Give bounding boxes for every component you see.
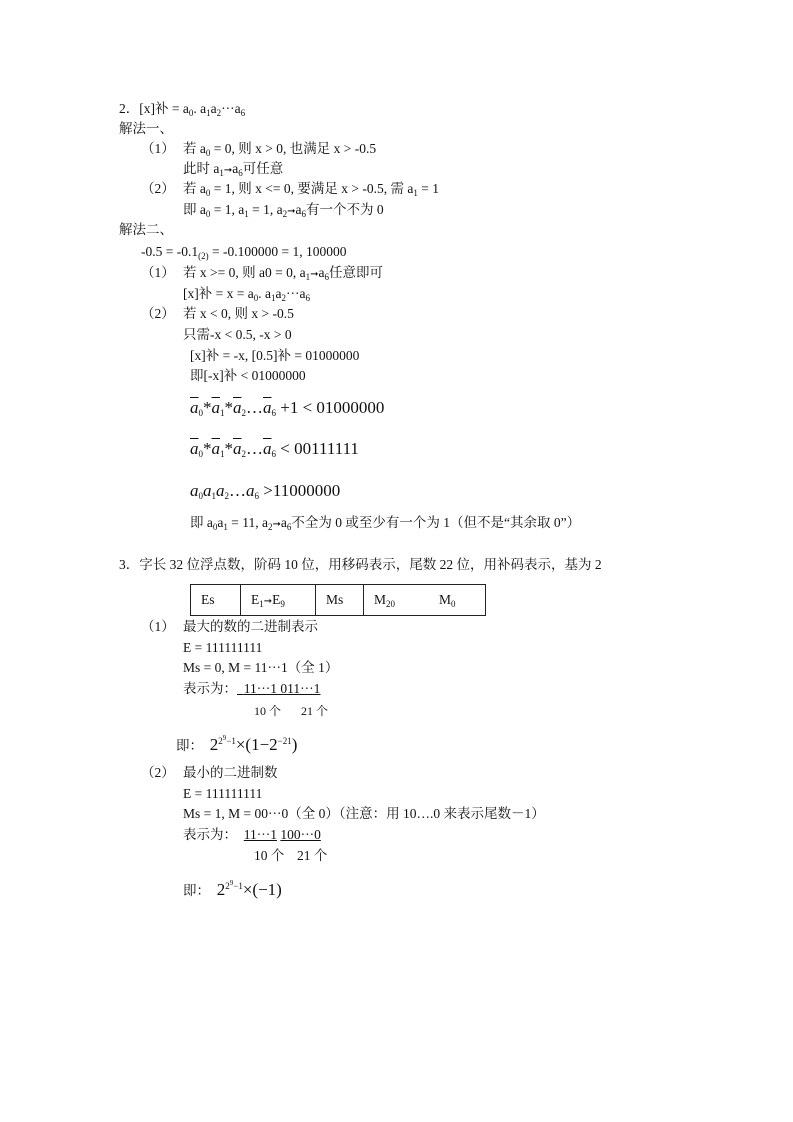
m2-case2-label: （2） — [141, 306, 175, 321]
format-ms-cell: Ms — [316, 585, 364, 616]
m1-case2-label: （2） — [141, 181, 175, 196]
s3-case1-e: E = 111111111 — [183, 640, 263, 655]
m2-case1-note: [x]补 = $x = a_0$. $a_1a_2\cdot\cdot\cdot a_6$ — [183, 286, 310, 303]
m2-formula-3: $a_0a_1a_2\dots a_6 >11000000$ — [190, 481, 341, 501]
m1-case1-text: 若 $a_0 = 0$, 则 x > 0, 也满足 x > -0.5 — [183, 141, 377, 158]
s3-case1-count-b: 21 个 — [301, 704, 329, 718]
m2-case1-text: 若 x >= 0, 则 a0 = 0, $a_1➞a_6$任意即可 — [183, 265, 383, 282]
s3-case1-repr: 表示为： 11···1 011···1 — [183, 681, 321, 696]
m1-case2-note: 即 $a_0 = 1$, $a_1 = 1$, $a_2➞a_6$有一个不为 0 — [183, 202, 384, 219]
section-3-heading: 3．字长 32 位浮点数，阶码 10 位，用移码表示，尾数 22 位，用补码表示，基为 2 — [119, 557, 602, 572]
s3-case2-repr: 表示为： 11···1 100···0 — [183, 827, 321, 842]
s3-case1-count-a: 10 个 — [254, 704, 282, 718]
s3-case2-count-a: 10 个 — [254, 848, 285, 863]
m2-case2-cond: 只需-x < 0.5, -x > 0 — [183, 327, 292, 342]
m1-case1-label: （1） — [141, 141, 175, 156]
s3-case2-e: E = 111111111 — [183, 786, 263, 801]
s3-case1-m: Ms = 0, M = 11···1（全 1） — [183, 660, 339, 675]
m2-equation: $-0.5 = -0.1_{(2)} = -0.100000 = 1$, 100000 — [141, 244, 347, 261]
m1-case2-text: 若 $a_0 = 1$, 则 x <= 0, 要满足 x > -0.5, 需 $a_1 = 1$ — [183, 181, 439, 198]
m2-formula-1: $\overline{a}_0*\overline{a}_1*\overline{a}_2\dots\overline{a}_6 +1 < 01000000$ — [190, 398, 385, 418]
method-1-label: 解法一、 — [119, 121, 173, 136]
s3-case2-count-b: 21 个 — [297, 848, 328, 863]
s3-case2-result: 即： $2^{2^9-1}\times(-1)$ — [183, 879, 282, 899]
s3-case2-m: Ms = 1, M = 00···0（全 0）（注意：用 10….0 来表示尾数－1） — [183, 806, 545, 821]
m2-case1-label: （1） — [141, 265, 175, 280]
format-e-cell: $E_1➞E_9$ — [241, 585, 316, 616]
format-m-cell: $M_{20}$ $M_0$ — [364, 585, 486, 616]
s3-case2-label: （2） — [141, 765, 175, 780]
section-2-heading: 2．[x]补 = $a_0$. $a_1a_2\cdot\cdot\cdot a_6$ — [119, 101, 246, 118]
float-format-table — [190, 584, 486, 616]
s3-case1-result: 即： $2^{2^9-1}\times(1-2^{-21})$ — [176, 734, 298, 754]
method-2-label: 解法二、 — [119, 222, 173, 237]
m2-conclusion: 即 $a_0a_1 = 11$, $a_2➞a_6$不全为 0 或至少有一个为 1（但不是“其余取 0”） — [190, 515, 581, 532]
s3-case2-title: 最小的二进制数 — [183, 765, 278, 780]
m2-formula-2: $\overline{a}_0*\overline{a}_1*\overline{a}_2\dots\overline{a}_6 < 00111111$ — [190, 439, 359, 459]
m2-case2-comp: [x]补 = -x, [0.5]补 = 01000000 — [190, 348, 360, 363]
s3-case1-title: 最大的数的二进制表示 — [183, 619, 318, 634]
format-es-cell: Es — [191, 585, 241, 616]
m1-case1-note: 此时 $a_1➞a_6$可任意 — [183, 161, 284, 178]
s3-case1-label: （1） — [141, 619, 175, 634]
m2-case2-ineq: 即[-x]补 < 01000000 — [190, 368, 306, 383]
m2-case2-text: 若 x < 0, 则 x > -0.5 — [183, 306, 294, 321]
